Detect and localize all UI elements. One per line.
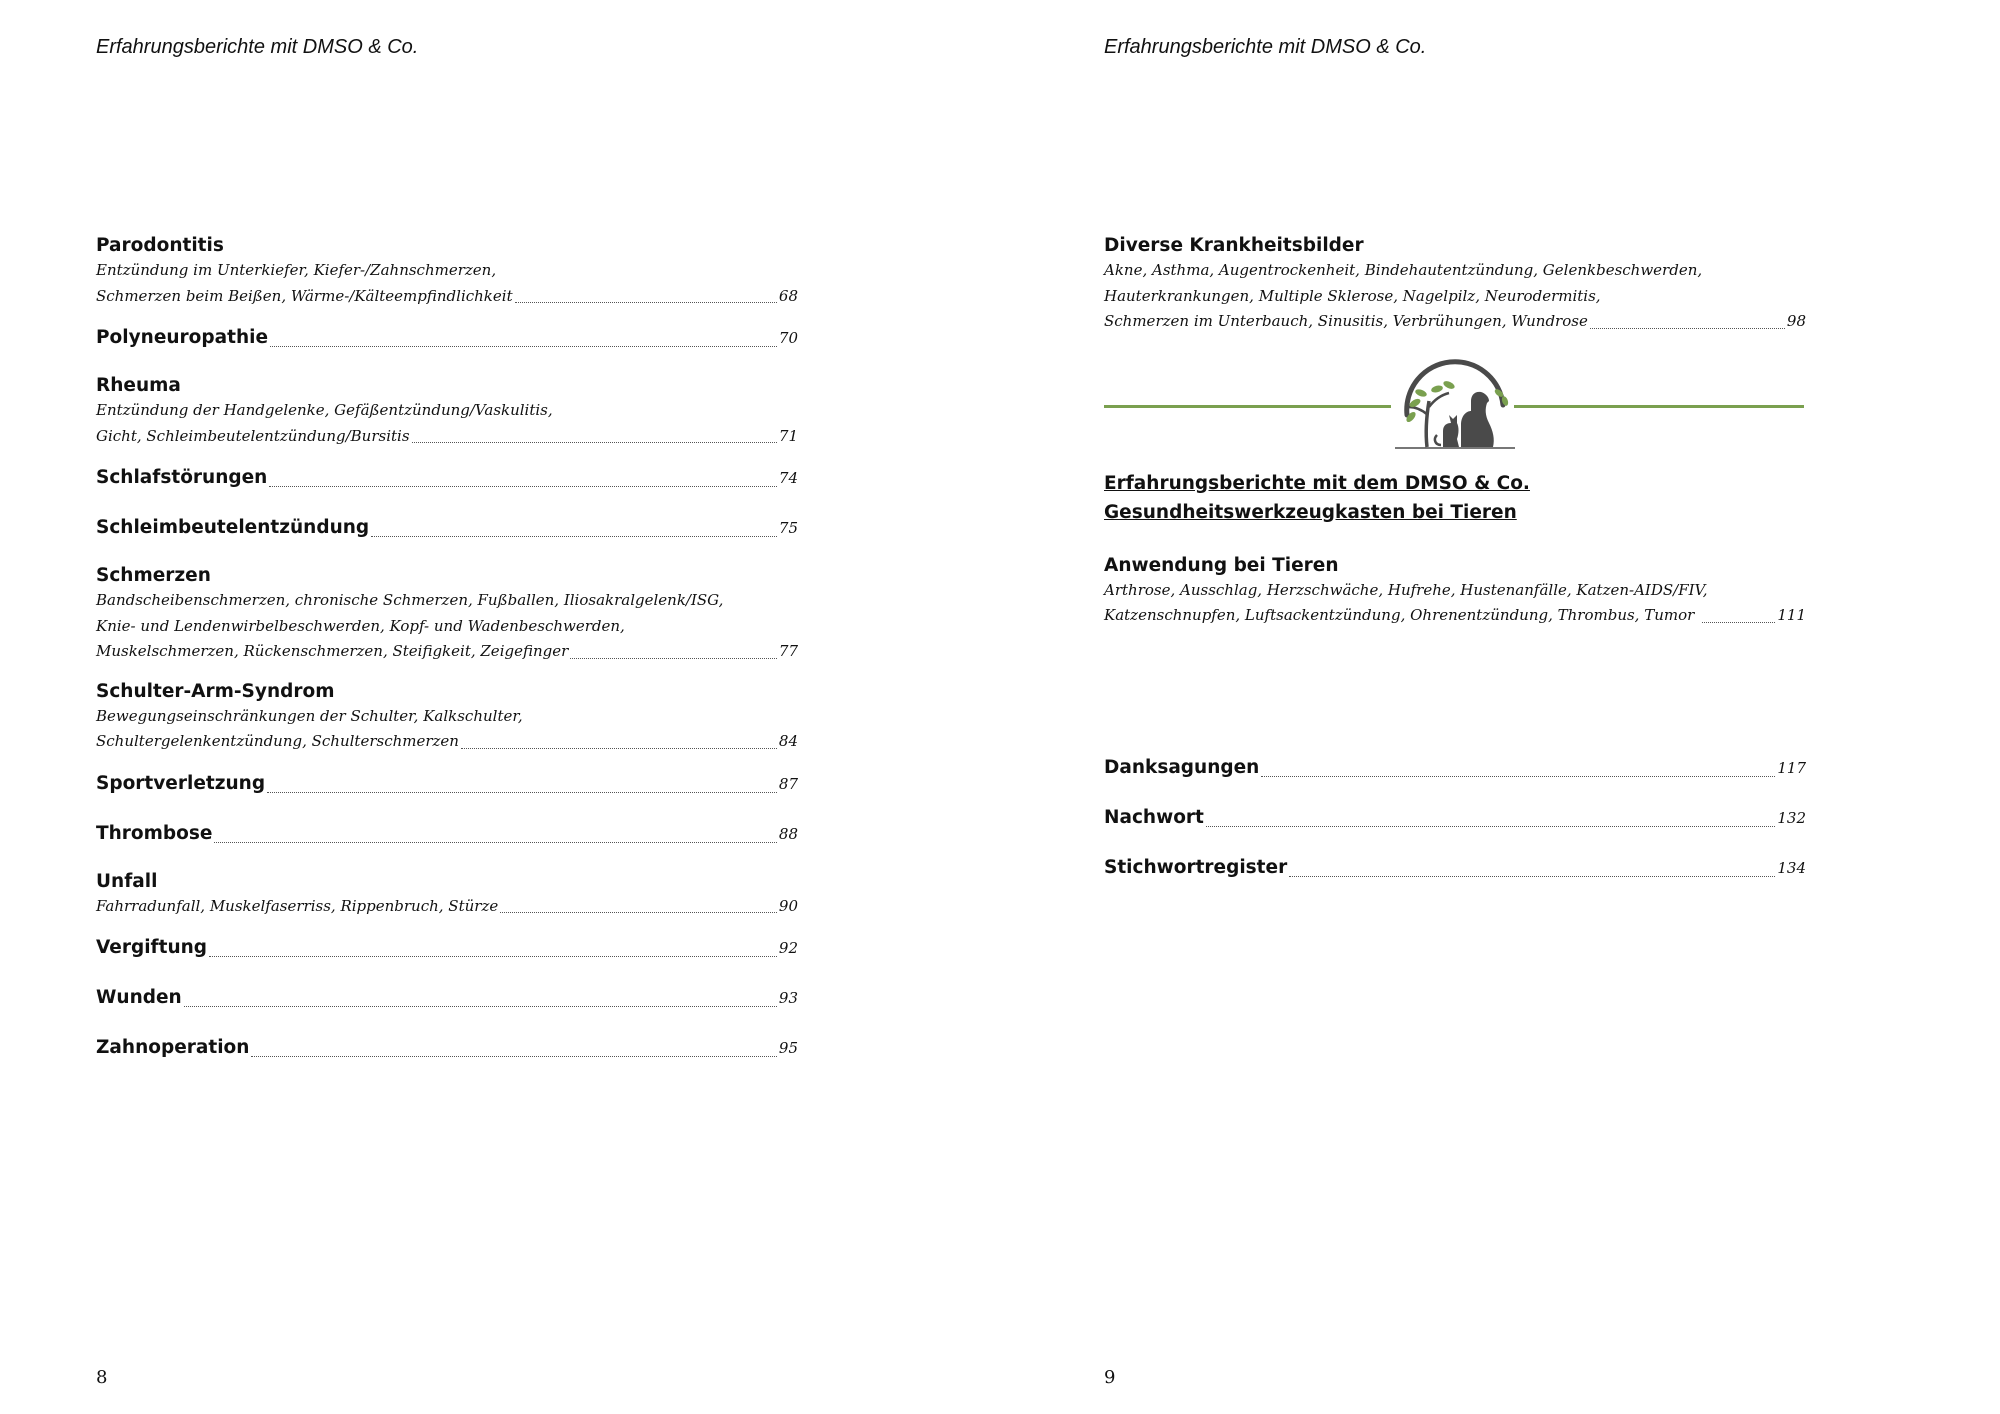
toc-page-number: 98 <box>1786 312 1806 330</box>
dot-leader <box>515 302 777 303</box>
page-number: 9 <box>1104 1367 1116 1388</box>
dog-and-cat-under-tree-icon <box>1385 359 1525 451</box>
toc-entry-title: Thrombose <box>96 822 213 844</box>
toc-entry-schulter-arm-syndrom <box>96 679 798 755</box>
toc-entry-desc-line: Fahrradunfall, Muskelfaserriss, Rippenbruch, Stürze <box>96 896 499 915</box>
toc-entry-schleimbeutelentzuendung <box>96 513 798 543</box>
toc-entry-title: Danksagungen <box>1104 756 1260 778</box>
toc-entry-title: Vergiftung <box>96 937 208 958</box>
dot-leader <box>1702 622 1775 623</box>
toc-entry-title: Schleimbeutelentzündung <box>96 517 370 538</box>
toc-entry-desc-line: Hauterkrankungen, Multiple Sklerose, Nagelpilz, Neurodermitis, <box>1104 286 1601 305</box>
dot-leader <box>1261 776 1775 777</box>
toc-entry-desc-line: Akne, Asthma, Augentrockenheit, Bindehautentzündung, Gelenkbeschwerden, <box>1104 261 1703 279</box>
divider-line-right <box>1514 405 1804 408</box>
section-title-animals: Erfahrungsberichte mit dem DMSO & Co. Gesundheitswerkzeugkasten bei Tieren <box>1104 472 1530 523</box>
dot-leader <box>214 842 776 843</box>
toc-entry-nachwort <box>1104 803 1806 833</box>
toc-entry-title: Anwendung bei Tieren <box>1104 554 1339 576</box>
toc-page-number: 111 <box>1777 606 1806 624</box>
toc-entry-anwendung-bei-tieren <box>1104 553 1806 629</box>
toc-entry-vergiftung <box>96 933 798 963</box>
toc-entry-schmerzen <box>96 563 798 665</box>
toc-entry-title: Stichwortregister <box>1104 856 1288 878</box>
toc-entry-desc-line: Katzenschnupfen, Luftsackentzündung, Ohrenentzündung, Thrombus, Tumor <box>1104 606 1695 624</box>
toc-entry-polyneuropathie <box>96 323 798 353</box>
toc-entry-title: Schlafstörungen <box>96 467 268 488</box>
toc-entry-title: Schulter-Arm-Syndrom <box>96 680 335 702</box>
toc-entry-desc-line: Schmerzen im Unterbauch, Sinusitis, Verbrühungen, Wundrose <box>1104 312 1588 330</box>
toc-page-number: 132 <box>1777 808 1806 827</box>
page-number: 8 <box>96 1367 108 1388</box>
dot-leader <box>461 748 777 749</box>
toc-page-number: 68 <box>778 286 798 305</box>
toc-right <box>1104 233 1806 903</box>
toc-entry-desc-line: Schultergelenkentzündung, Schulterschmerzen <box>96 732 459 750</box>
toc-entry-schlafstoerungen <box>96 463 798 493</box>
toc-entry-desc-line: Bandscheibenschmerzen, chronische Schmerzen, Fußballen, Iliosakralgelenk/ISG, <box>96 591 724 609</box>
dot-leader <box>251 1056 776 1057</box>
toc-page-number: 75 <box>778 519 798 537</box>
toc-page-number: 77 <box>778 642 798 660</box>
toc-entry-desc-line: Muskelschmerzen, Rückenschmerzen, Steifigkeit, Zeigefinger <box>96 642 569 660</box>
toc-page-number: 71 <box>778 426 798 445</box>
toc-entry-wunden <box>96 983 798 1013</box>
toc-page-number: 93 <box>778 989 798 1007</box>
toc-entry-thrombose <box>96 819 798 849</box>
dot-leader <box>267 792 777 793</box>
dot-leader <box>184 1006 777 1007</box>
toc-entry-title: Schmerzen <box>96 565 211 586</box>
toc-entry-danksagungen <box>1104 753 1806 783</box>
toc-page-number: 74 <box>778 469 798 487</box>
dot-leader <box>371 536 777 537</box>
right-page <box>1000 0 2000 1414</box>
toc-entry-parodontitis <box>96 233 798 309</box>
running-head: Erfahrungsberichte mit DMSO & Co. <box>96 36 419 58</box>
toc-entry-desc-line: Entzündung der Handgelenke, Gefäßentzündung/Vaskulitis, <box>96 401 553 419</box>
toc-entry-rheuma <box>96 373 798 449</box>
dot-leader <box>500 912 777 913</box>
dot-leader <box>1590 328 1785 329</box>
running-head: Erfahrungsberichte mit DMSO & Co. <box>1104 36 1427 58</box>
toc-entry-desc-line: Gicht, Schleimbeutelentzündung/Bursitis <box>96 426 410 445</box>
dot-leader <box>209 956 777 957</box>
toc-entry-title: Sportverletzung <box>96 772 266 794</box>
toc-entry-title: Polyneuropathie <box>96 327 269 348</box>
toc-entry-desc-line: Knie- und Lendenwirbelbeschwerden, Kopf- und Wadenbeschwerden, <box>96 616 625 635</box>
dot-leader <box>269 486 777 487</box>
toc-entry-desc-line: Schmerzen beim Beißen, Wärme-/Kälteempfindlichkeit <box>96 286 513 305</box>
toc-left <box>96 233 798 1083</box>
toc-entry-desc-line: Arthrose, Ausschlag, Herzschwäche, Hufrehe, Hustenanfälle, Katzen-AIDS/FIV, <box>1104 580 1708 599</box>
toc-entry-sportverletzung <box>96 769 798 799</box>
toc-entry-unfall <box>96 869 798 920</box>
toc-page-number: 88 <box>778 824 798 843</box>
toc-page-number: 70 <box>778 329 798 347</box>
toc-entry-desc-line: Bewegungseinschränkungen der Schulter, Kalkschulter, <box>96 706 523 725</box>
toc-page-number: 134 <box>1777 858 1806 877</box>
toc-entry-diverse-krankheitsbilder <box>1104 233 1806 335</box>
toc-entry-stichwortregister <box>1104 853 1806 883</box>
toc-page-number: 90 <box>778 896 798 915</box>
dot-leader <box>270 346 777 347</box>
toc-page-number: 84 <box>778 732 798 750</box>
toc-entry-title: Parodontitis <box>96 235 224 256</box>
dot-leader <box>570 658 777 659</box>
toc-entry-desc-line: Entzündung im Unterkiefer, Kiefer-/Zahnschmerzen, <box>96 261 497 279</box>
dot-leader <box>1289 876 1775 877</box>
toc-entry-zahnoperation <box>96 1033 798 1063</box>
toc-entry-title: Zahnoperation <box>96 1037 250 1058</box>
section-divider <box>1104 361 1806 465</box>
divider-line-left <box>1104 405 1391 408</box>
toc-entry-title: Diverse Krankheitsbilder <box>1104 235 1364 256</box>
toc-page-number: 87 <box>778 774 798 793</box>
toc-entry-title: Unfall <box>96 870 158 892</box>
dot-leader <box>1206 826 1775 827</box>
toc-entry-title: Nachwort <box>1104 806 1204 828</box>
toc-page-number: 92 <box>778 939 798 957</box>
toc-page-number: 117 <box>1777 758 1806 777</box>
toc-entry-title: Rheuma <box>96 375 181 396</box>
dot-leader <box>412 442 777 443</box>
toc-page-number: 95 <box>778 1039 798 1057</box>
toc-entry-title: Wunden <box>96 987 182 1008</box>
